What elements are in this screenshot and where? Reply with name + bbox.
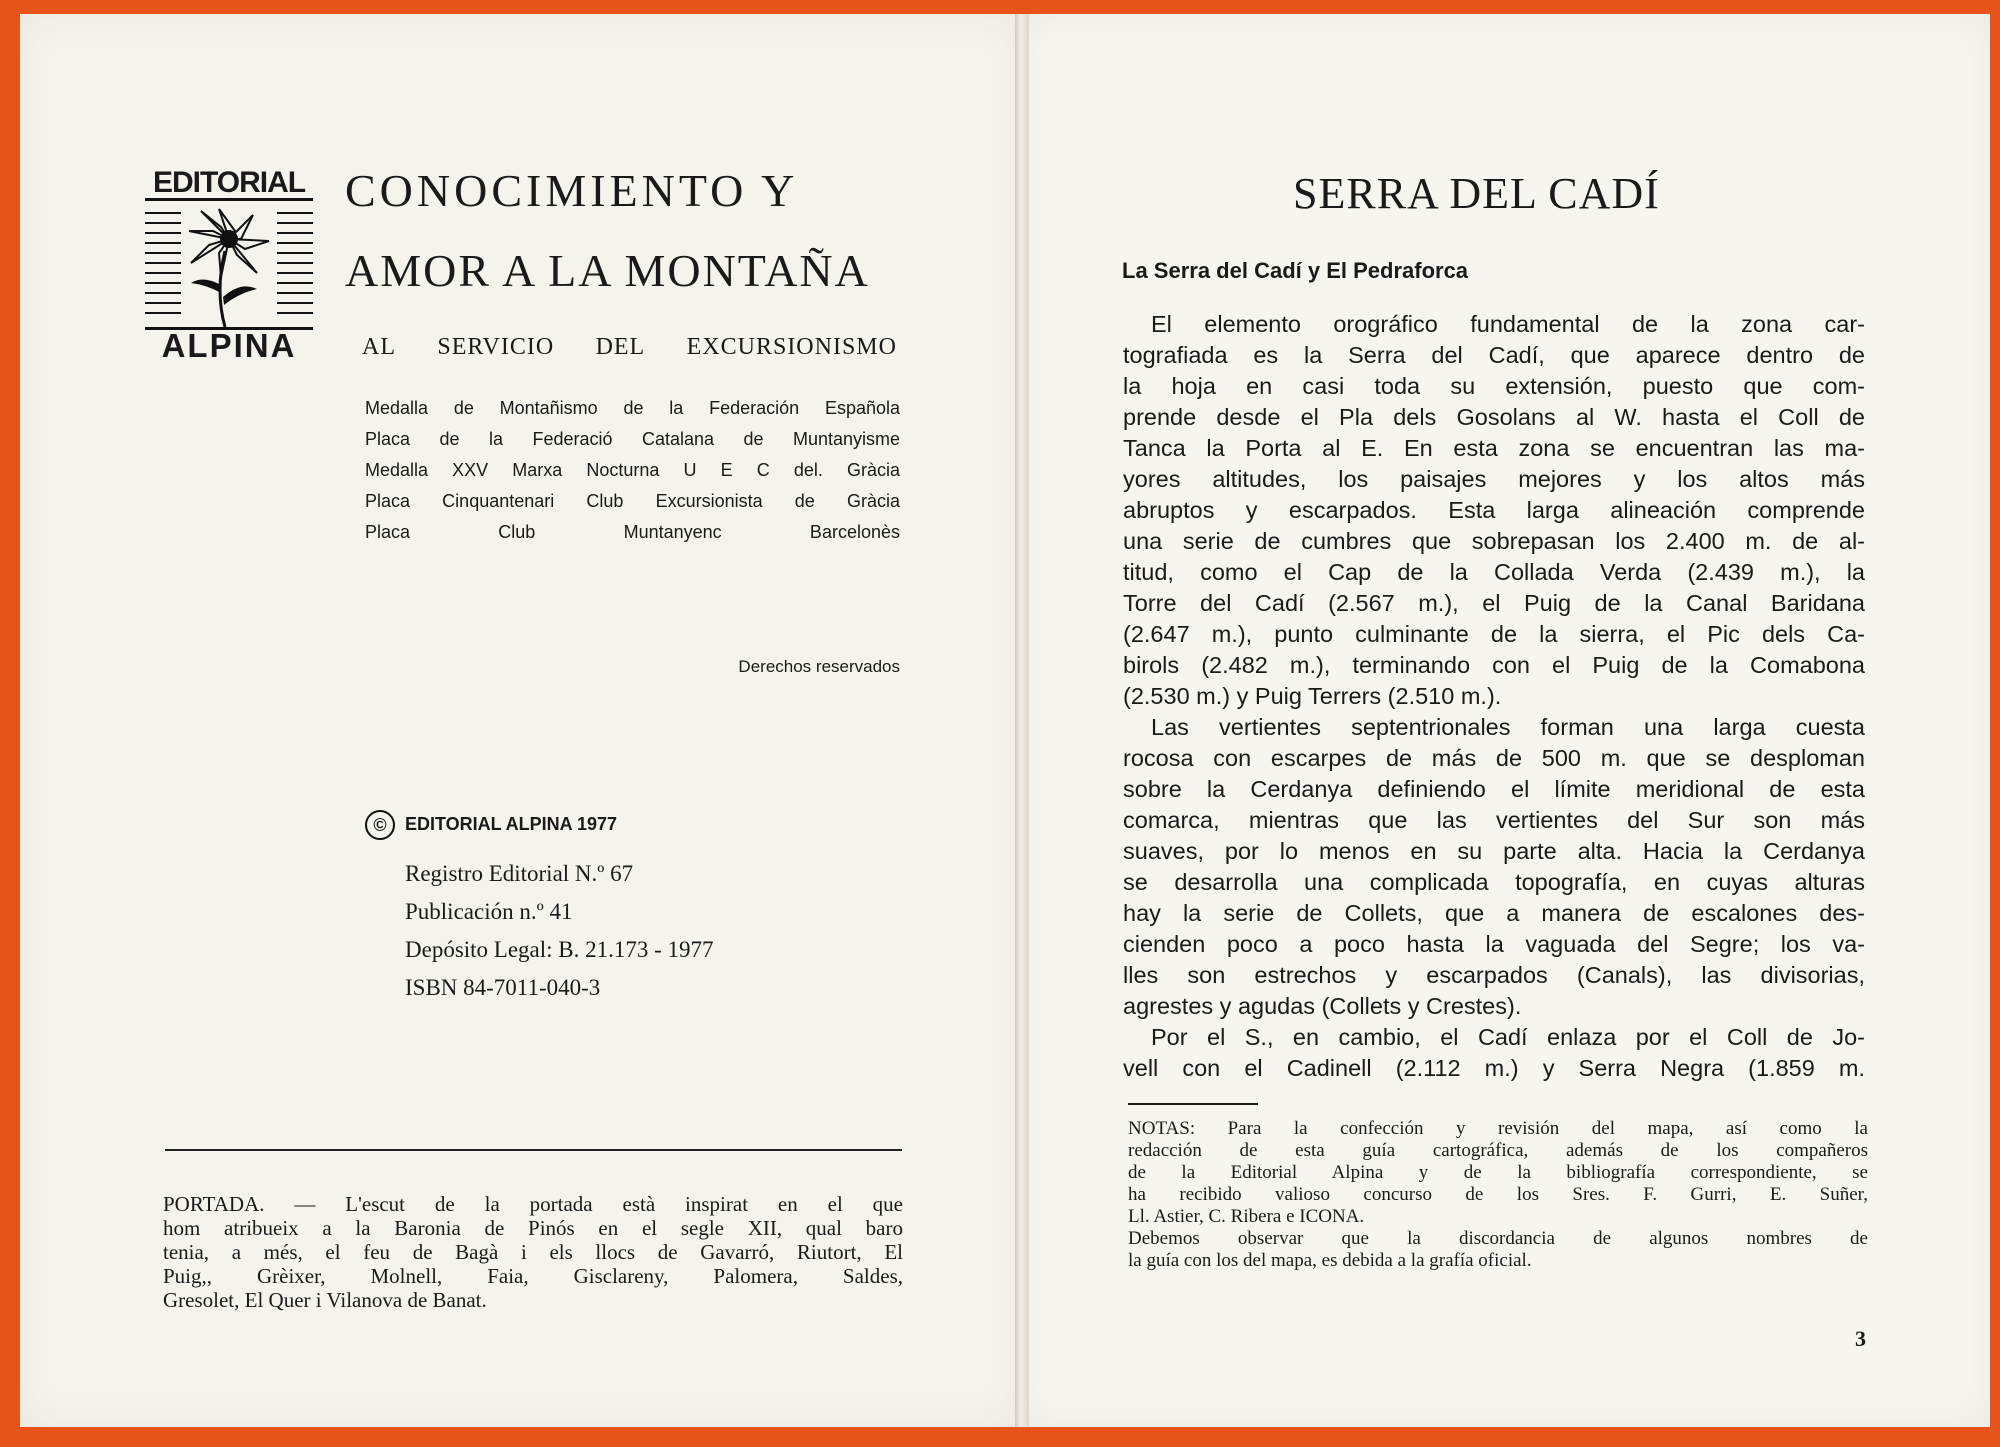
body-line: Tanca la Porta al E. En esta zona se encuentran las ma- [1123,435,1865,461]
edelweiss-flower-icon [145,198,313,330]
awards-list [365,393,900,548]
award-item: Placa de la Federació Catalana de Muntanyisme [365,429,900,449]
body-line: Las vertientes septentrionales forman una larga cuesta [1151,714,1865,740]
body-line: yores altitudes, los paisajes mejores y los altos más [1123,466,1865,492]
notes-line: ha recibido valioso concurso de los Sres. F. Gurri, E. Suñer, [1128,1184,1868,1205]
logo-bottom-text: ALPINA [161,327,297,364]
copyright-text: EDITORIAL ALPINA 1977 [405,813,618,834]
body-line: Torre del Cadí (2.567 m.), el Puig de la Canal Baridana [1123,590,1865,616]
body-line: Por el S., en cambio, el Cadí enlaza por el Coll de Jo- [1151,1024,1865,1050]
book-spine [1015,14,1029,1427]
notes-divider [1128,1103,1258,1105]
notes-line: Debemos observar que la discordancia de algunos nombres de [1128,1228,1868,1249]
body-line: birols (2.482 m.), terminando con el Puig de la Comabona [1123,652,1865,678]
logo-top-text: EDITORIAL [152,166,306,199]
body-line: abruptos y escarpados. Esta larga alineación comprende [1123,497,1865,523]
body-line: (2.647 m.), punto culminante de la sierra, el Pic dels Ca- [1123,621,1865,647]
body-line: agrestes y agudas (Collets y Crestes). [1123,993,1522,1019]
service-word: EXCURSIONISMO [686,334,897,360]
body-line: prende desde el Pla dels Gosolans al W. hasta el Coll de [1123,404,1865,430]
notes-line: redacción de esta guía cartográfica, además de los compañeros [1128,1140,1868,1161]
award-item: Medalla de Montañismo de la Federación Española [365,398,900,418]
notes-paragraph [1128,1118,1868,1272]
body-line: sobre la Cerdanya definiendo el límite meridional de esta [1123,776,1865,802]
portada-paragraph [163,1192,903,1312]
body-line: cienden poco a poco hasta la vaguada del Segre; los va- [1123,931,1865,957]
body-line: rocosa con escarpes de más de 500 m. que se desploman [1123,745,1865,771]
body-line: titud, como el Cap de la Collada Verda (2.439 m.), la [1123,559,1865,585]
body-line: hay la serie de Collets, que a manera de escalones des- [1123,900,1865,926]
registry-line: Registro Editorial N.º 67 [405,861,634,886]
registry-line: Publicación n.º 41 [405,899,573,924]
service-word: SERVICIO [437,334,555,360]
rights-notice: Derechos reservados [738,657,900,676]
body-paragraphs [1123,309,1865,1084]
registry-line: ISBN 84-7011-040-3 [405,975,601,1000]
portada-line: hom atribueix a la Baronia de Pinós en el segle XII, qual baro [163,1216,903,1240]
body-line: tografiada es la Serra del Cadí, que aparece dentro de [1123,342,1865,368]
registry-line: Depósito Legal: B. 21.173 - 1977 [405,937,714,962]
body-line: se desarrolla una complicada topografía, en cuyas alturas [1123,869,1865,895]
service-tagline [362,334,897,361]
service-word: DEL [595,334,646,360]
portada-line: Puig,, Grèixer, Molnell, Faia, Gisclareny, Palomera, Saldes, [163,1264,903,1288]
title-line-1: CONOCIMIENTO Y [345,165,799,216]
body-line: El elemento orográfico fundamental de la zona car- [1151,311,1865,337]
notes-line: NOTAS: Para la confección y revisión del mapa, así como la [1128,1118,1868,1139]
notes-line: de la Editorial Alpina y de la bibliografía correspondiente, se [1128,1162,1868,1183]
body-line: comarca, mientras que las vertientes del Sur son más [1123,807,1865,833]
body-line: suaves, por lo menos en su parte alta. Hacia la Cerdanya [1123,838,1865,864]
body-line: la hoja en casi toda su extensión, puesto que com- [1123,373,1865,399]
page-title: SERRA DEL CADÍ [1293,169,1660,218]
copyright-line [365,810,617,840]
notes-line: Ll. Astier, C. Ribera e ICONA. [1128,1206,1365,1227]
service-word: AL [362,334,396,360]
body-line: vell con el Cadinell (2.112 m.) y Serra Negra (1.859 m. [1123,1055,1865,1081]
body-line: (2.530 m.) y Puig Terrers (2.510 m.). [1123,683,1502,709]
section-heading: La Serra del Cadí y El Pedraforca [1122,258,1469,283]
portada-line: Gresolet, El Quer i Vilanova de Banat. [163,1288,487,1312]
divider-rule [165,1149,902,1151]
page-number: 3 [1855,1326,1866,1351]
registry-info [405,855,714,1007]
editorial-alpina-logo [145,168,313,368]
title-line-2: AMOR A LA MONTAÑA [345,245,870,296]
award-item: Placa Cinquantenari Club Excursionista de Gràcia [365,491,900,511]
body-line: lles son estrechos y escarpados (Canals), las divisorias, [1123,962,1865,988]
notes-line: la guía con los del mapa, es debida a la grafía oficial. [1128,1250,1532,1271]
body-line: una serie de cumbres que sobrepasan los 2.400 m. de al- [1123,528,1865,554]
portada-line: tenia, a més, el feu de Bagà i els llocs de Gavarró, Riutort, El [163,1240,903,1264]
award-item: Placa Club Muntanyenc Barcelonès [365,522,900,542]
copyright-icon: © [365,810,395,840]
award-item: Medalla XXV Marxa Nocturna U E C del. Gràcia [365,460,900,480]
portada-line: PORTADA. — L'escut de la portada està inspirat en el que [163,1192,903,1216]
